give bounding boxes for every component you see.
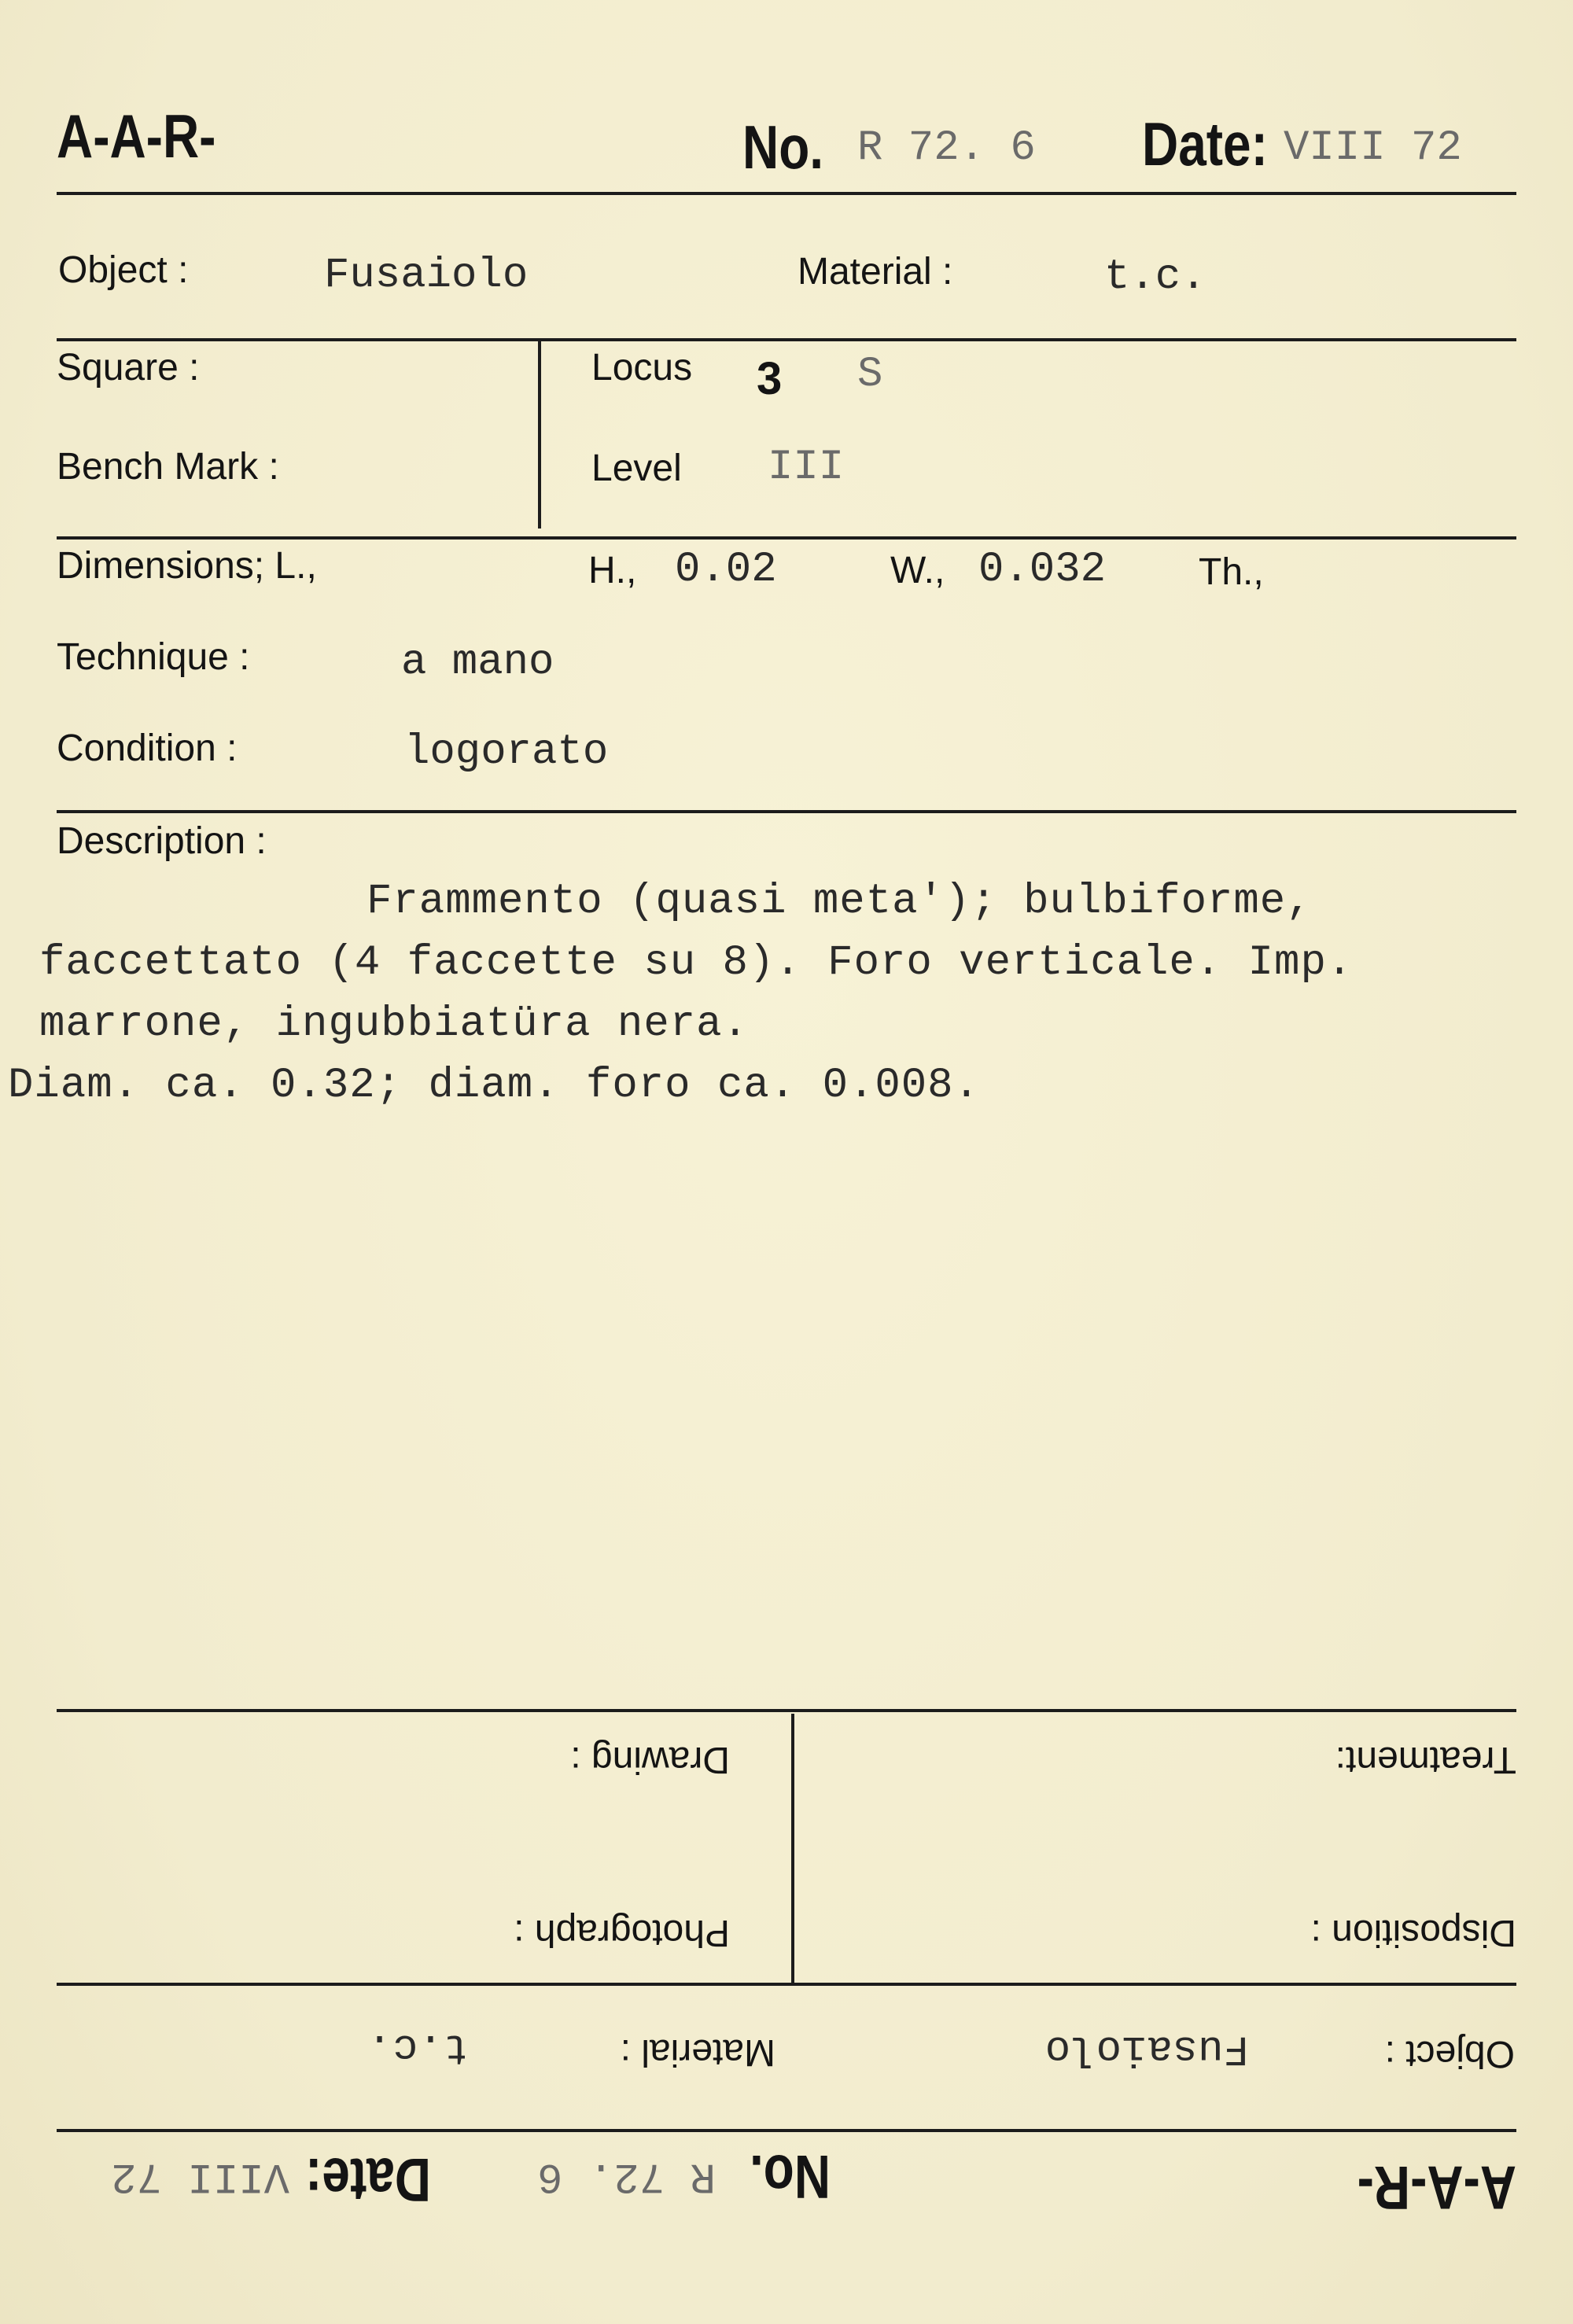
date-value: VIII 72 [1284,124,1462,172]
locus-value: S [857,351,883,399]
material-label: Material : [798,251,953,293]
footer-org-code: A-A-R- [1357,2153,1516,2223]
dimensions-label: Dimensions; L., [57,545,317,587]
footer-column-divider [791,1714,794,1984]
condition-label: Condition : [57,727,238,769]
locus-handwritten: 3 [757,353,783,404]
description-line-2: faccettato (4 faccette su 8). Foro verticale. Imp. [39,939,1354,987]
footer-material-value: t.c. [367,2023,469,2071]
condition-value: logorato [404,728,609,776]
treatment-label: Treatment: [1335,1739,1516,1781]
disposition-label: Disposition : [1310,1912,1516,1954]
object-value: Fusaiolo [324,252,529,300]
footer-number-value: R 72. 6 [537,2152,716,2200]
description-label: Description : [57,820,267,862]
number-value: R 72. 6 [857,124,1036,172]
footer-material-label: Material : [620,2031,775,2073]
material-value: t.c. [1104,253,1206,301]
technique-label: Technique : [57,636,250,678]
description-line-3: marrone, ingubbiatüra nera. [39,1000,749,1048]
thickness-label: Th., [1199,551,1264,593]
footer-object-label: Object : [1384,2033,1515,2075]
level-label: Level [591,447,682,489]
drawing-label: Drawing : [570,1739,730,1781]
square-label: Square : [57,347,200,389]
photograph-label: Photograph : [514,1912,730,1954]
width-label: W., [890,550,945,591]
footer-object-value: Fusaiolo [1044,2024,1249,2072]
footer-object-divider [57,1983,1516,1986]
bench-mark-label: Bench Mark : [57,446,279,488]
technique-value: a mano [401,639,554,687]
height-value: 0.02 [675,546,777,594]
width-value: 0.032 [978,546,1107,594]
description-line-4: Diam. ca. 0.32; diam. foro ca. 0.008. [8,1062,980,1110]
footer-header-divider [57,2129,1516,2132]
footer-number-label: No. [749,2142,831,2212]
object-label: Object : [58,249,189,291]
footer-bottom-divider [57,1709,1516,1712]
footer-date-label: Date: [305,2145,431,2215]
description-line-1: Frammento (quasi meta'); bulbiforme, [367,878,1313,926]
footer-date-value: VIII 72 [111,2152,289,2200]
number-label: No. [742,112,824,182]
org-code: A-A-R- [57,101,216,171]
height-label: H., [588,550,637,591]
date-label: Date: [1142,109,1268,179]
level-value: III [768,444,845,492]
locus-label: Locus [591,347,693,389]
